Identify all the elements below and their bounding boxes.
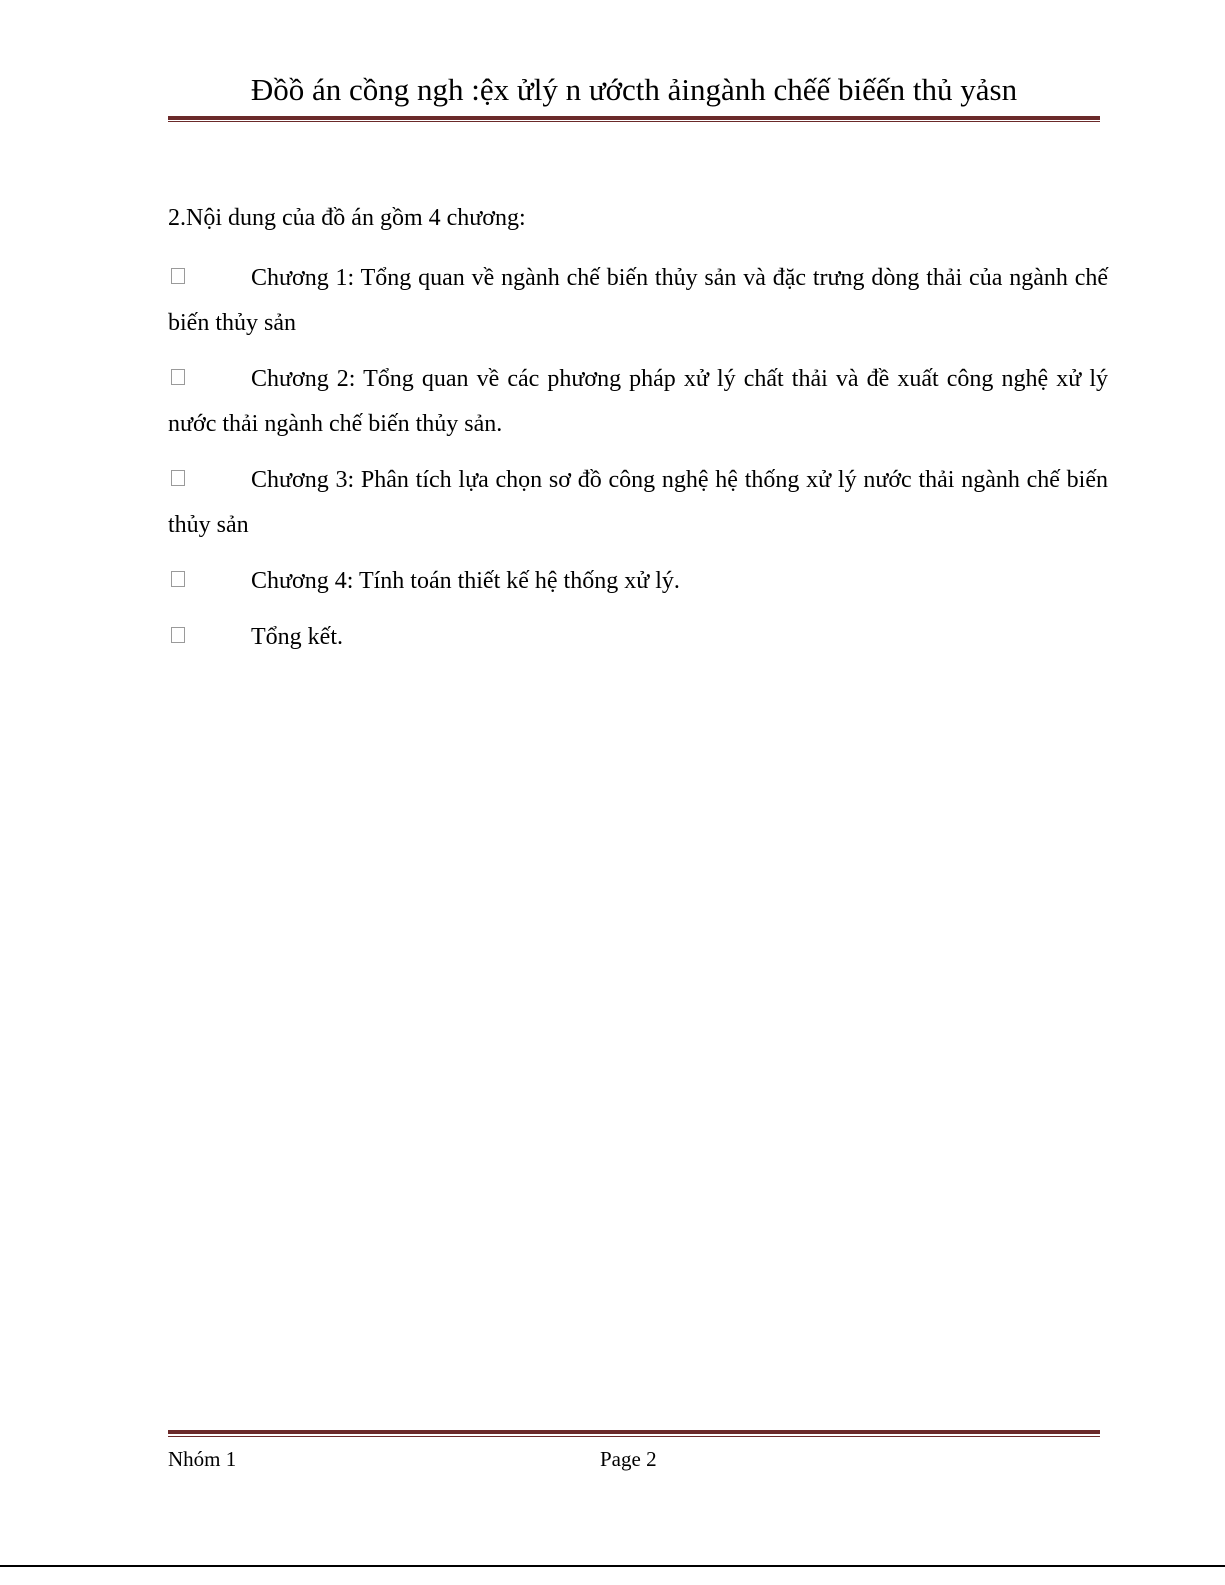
page-bottom-edge [0,1565,1225,1567]
chapter-item-text: Chương 1: Tổng quan về ngành chế biến thủy sản và đặc trưng dòng thải của ngành chế biến thủy sản [168,265,1108,336]
chapter-item-4 [168,559,1108,604]
chapter-item-5 [168,615,1108,660]
header-title: Đồồ án cồng ngh :ệx ửlý n ướcth ảingành chếế biếến thủ yảsn [250,72,1018,107]
footer-group-label: Nhóm 1 [168,1447,237,1471]
chapter-item-text: Chương 4: Tính toán thiết kế hệ thống xử lý. [251,568,680,594]
bullet-box-icon [171,470,185,486]
chapter-item-1 [168,256,1108,346]
bullet-box-icon [171,369,185,385]
bullet-box-icon [171,268,185,284]
bullet-box-icon [171,571,185,587]
chapter-item-2 [168,357,1108,447]
chapter-item-text: Tổng kết. [251,624,343,650]
footer-page-number: Page 2 [600,1447,657,1471]
bullet-box-icon [171,627,185,643]
chapter-item-3 [168,458,1108,548]
chapter-item-text: Chương 2: Tổng quan về các phương pháp xử lý chất thải và đề xuất công nghệ xử lý nước thải ngành chế biến thủy sản. [168,366,1108,437]
chapter-list [168,256,1108,671]
footer-rule-thin [168,1436,1100,1437]
section-heading: 2.Nội dung của đồ án gồm 4 chương: [168,205,526,231]
header-rule-thin [168,121,1100,122]
footer-rule-thick [168,1430,1100,1434]
header-rule-thick [168,116,1100,120]
chapter-item-text: Chương 3: Phân tích lựa chọn sơ đồ công nghệ hệ thống xử lý nước thải ngành chế biến thủy sản [168,467,1108,538]
